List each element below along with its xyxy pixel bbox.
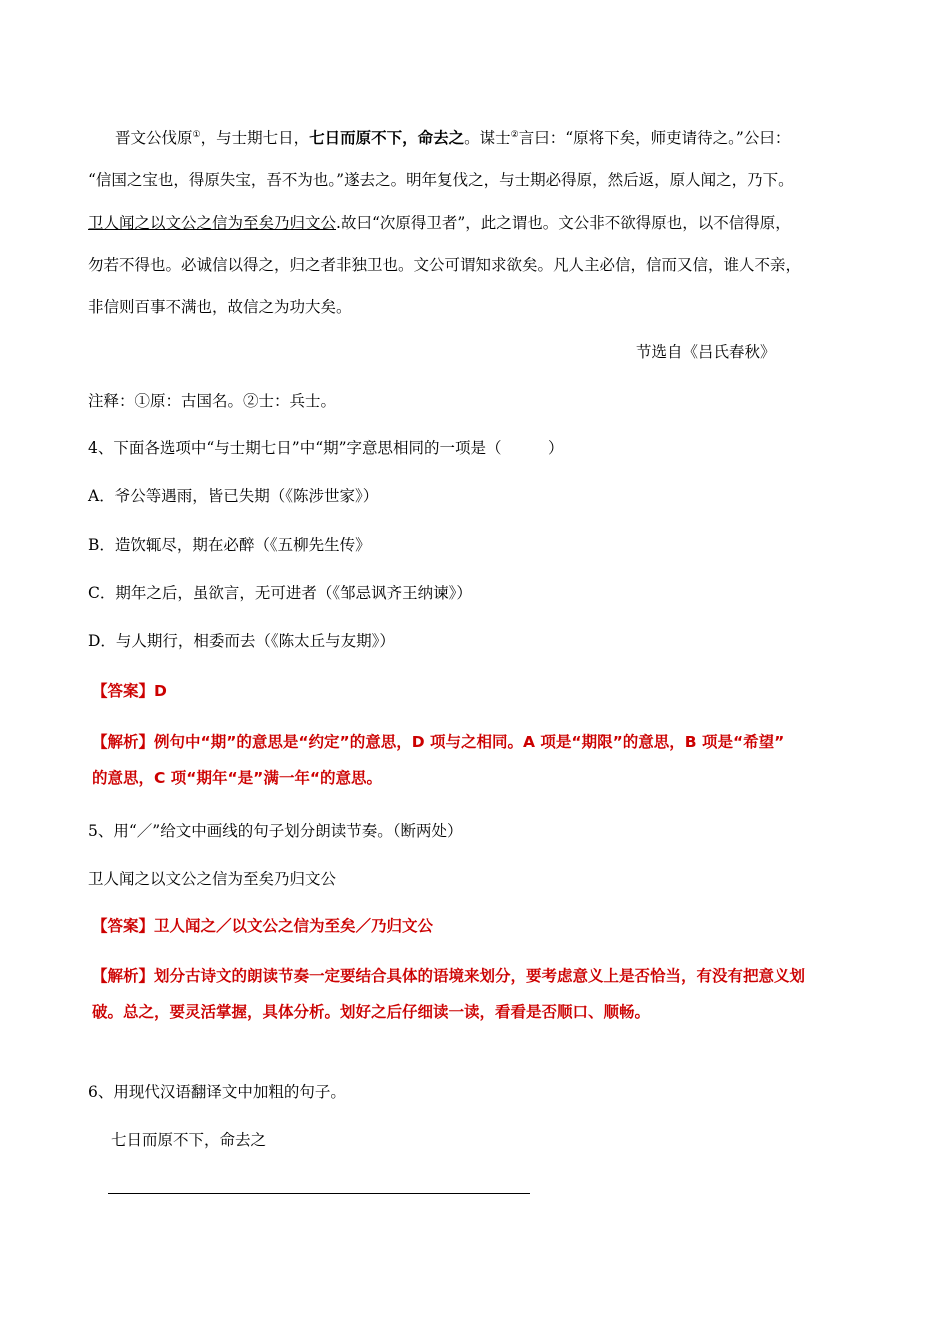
passage-text: 言曰：“原将下矣，师吏请待之。”公曰：	[518, 129, 791, 147]
passage-text: 。谋士	[464, 129, 511, 147]
underlined-sentence: 卫人闻之以文公之信为至矣乃归文公	[88, 214, 337, 232]
answer-blank-line[interactable]	[108, 1193, 530, 1194]
q4-option-a: A．爷公等遇雨，皆已失期（《陈涉世家》）	[88, 487, 379, 505]
passage-line-5: 非信则百事不满也，故信之为功大矣。	[88, 298, 352, 316]
passage-line-1	[115, 127, 790, 149]
q6-question: 6、用现代汉语翻译文中加粗的句子。	[88, 1083, 346, 1101]
q6-sentence: 七日而原不下，命去之	[111, 1131, 267, 1149]
footnote-marker: ②	[510, 130, 519, 140]
q4-answer: 【答案】D	[92, 682, 167, 700]
passage-source: 节选自《吕氏春秋》	[636, 343, 776, 361]
q5-analysis-line-2: 破。总之，要灵活掌握，具体分析。划好之后仔细读一读，看看是否顺口、顺畅。	[92, 1003, 651, 1021]
q5-question: 5、用“／”给文中画线的句子划分朗读节奏。（断两处）	[88, 822, 463, 840]
q5-analysis-line-1: 【解析】划分古诗文的朗读节奏一定要结合具体的语境来划分，要考虑意义上是否恰当，有没有把意义划	[92, 967, 806, 985]
passage-line-2: “信国之宝也，得原失宝，吾不为也。”遂去之。明年复伐之，与士期必得原，然后返，原人闻之，乃下。	[88, 171, 794, 189]
passage-line-3	[88, 212, 791, 234]
q4-option-c: C．期年之后，虽欲言，无可进者（《邹忌讽齐王纳谏》）	[88, 584, 472, 602]
q4-analysis-line-2: 的意思，C 项“期年“是”满一年“的意思。	[92, 769, 383, 787]
passage-line-4: 勿若不得也。必诚信以得之，归之者非独卫也。文公可谓知求欲矣。凡人主必信，信而又信，谁人不亲，	[88, 256, 802, 274]
q4-question: 4、下面各选项中“与士期七日”中“期”字意思相同的一项是（ ）	[88, 439, 564, 457]
passage-text: 晋文公伐原	[115, 129, 193, 147]
bold-sentence: 七日而原不下，命去之	[309, 128, 465, 147]
q4-option-d: D．与人期行，相委而去（《陈太丘与友期》）	[88, 632, 395, 650]
q5-sentence: 卫人闻之以文公之信为至矣乃归文公	[88, 870, 337, 888]
q4-option-b: B．造饮辄尽，期在必醉（《五柳先生传》	[88, 536, 371, 554]
passage-text: .故曰“次原得卫者”，此之谓也。文公非不欲得原也，以不信得原，	[336, 214, 791, 232]
passage-text: ，与士期七日，	[200, 129, 310, 147]
q5-answer: 【答案】卫人闻之／以文公之信为至矣／乃归文公	[92, 917, 434, 935]
q4-analysis-line-1: 【解析】例句中“期”的意思是“约定”的意思，D 项与之相同。A 项是“期限”的意思，B 项是“希望”	[92, 733, 785, 751]
footnote-marker: ①	[192, 130, 201, 140]
passage-notes: 注释：①原：古国名。②士：兵士。	[88, 392, 337, 410]
